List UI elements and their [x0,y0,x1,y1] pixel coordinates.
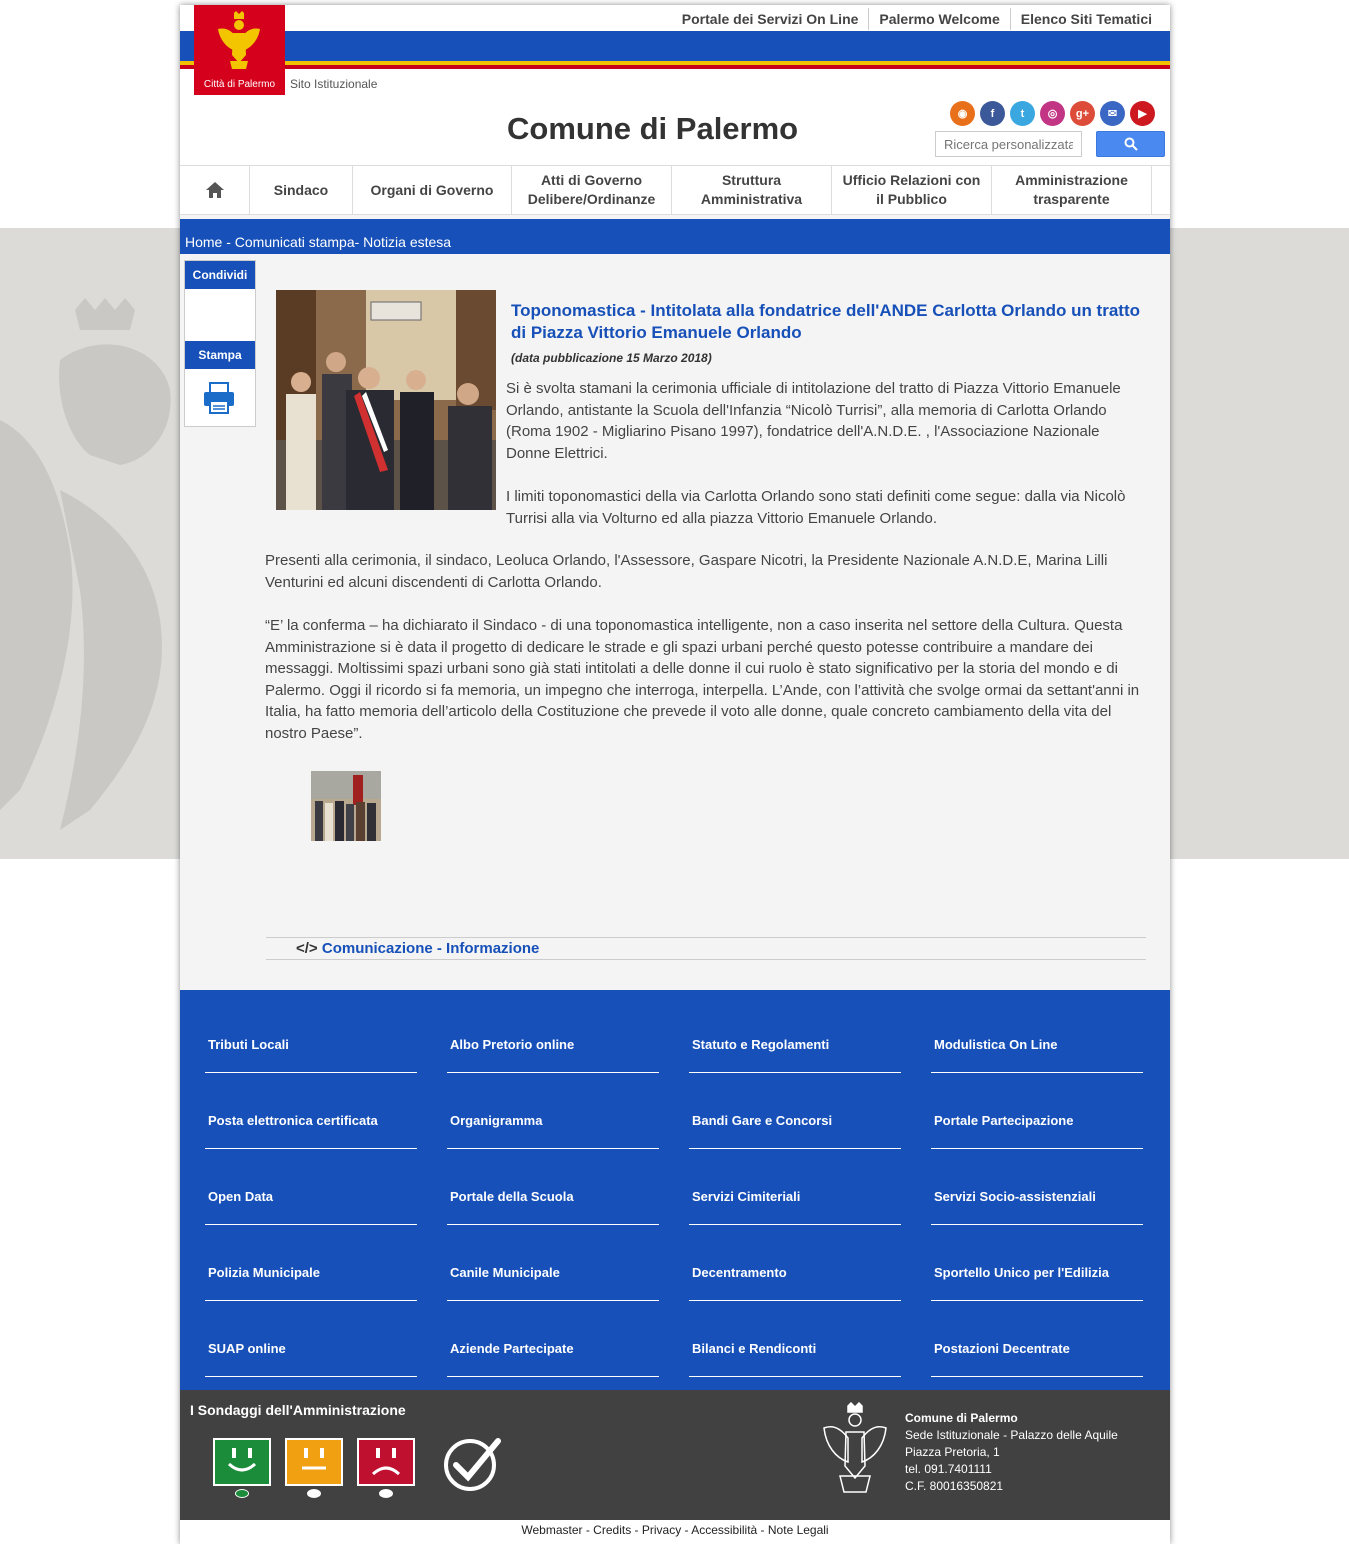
footer-link[interactable]: SUAP online [205,1337,417,1377]
footer-link[interactable]: Decentramento [689,1261,901,1301]
site-label: Sito Istituzionale [290,77,378,91]
footer-link[interactable]: Sportello Unico per l'Edilizia [931,1261,1143,1301]
sad-radio[interactable] [379,1489,393,1498]
contact-line: Sede Istituzionale - Palazzo delle Aquile [905,1428,1118,1442]
header [180,5,1170,165]
email-icon[interactable]: ✉ [1100,101,1125,126]
article-paragraph-4: “E’ la conferma – ha dichiarato il Sindaco - di una toponomastica intelligente, non a caso inserita nel settore della Cultura. Questa Amministrazione si è data il progetto di dedicare le strade e gli spazi urbani perché questo potesse contribuire a mandare dei messaggi. Moltissimi spazi urbani sono già stati intitolati a delle donne il cui ruolo è stato significativo per la storia del mondo e di Palermo. Oggi il ricordo si fa memoria, un impegno che interroga, interpella. L’Ande, con l’attività che svolge ormai da settant'anni in Italia, ha fatto memoria dell’articolo della Costituzione che prevede il voto alle donne, quale concreto cambiamento della vita del nostro Paese”. [265,617,1140,742]
footer-links [180,990,1170,1390]
footer-link[interactable]: Postazioni Decentrate [931,1337,1143,1377]
footer-link[interactable]: Canile Municipale [447,1261,659,1301]
nav-atti-governo[interactable]: Atti di Governo Delibere/Ordinanze [512,166,672,214]
contact-line: C.F. 80016350821 [905,1479,1004,1493]
share-label[interactable]: Condividi [185,261,255,289]
neutral-face-icon[interactable] [285,1438,343,1486]
footer-link[interactable]: Polizia Municipale [205,1261,417,1301]
contact-name: Comune di Palermo [905,1411,1018,1425]
legal-links[interactable]: Webmaster - Credits - Privacy - Accessibilità - Note Legali [180,1520,1170,1544]
nav-sindaco[interactable]: Sindaco [250,166,353,214]
contact-info [905,1410,1118,1495]
bottom-footer [180,1390,1170,1520]
page-container [180,5,1170,1544]
article-title: Toponomastica - Intitolata alla fondatrice dell'ANDE Carlotta Orlando un tratto di Piazza Vittorio Emanuele Orlando [511,301,1140,342]
youtube-icon[interactable]: ▶ [1130,101,1155,126]
footer-link[interactable]: Organigramma [447,1109,659,1149]
happy-face-icon[interactable] [213,1438,271,1486]
search-button[interactable] [1096,131,1165,157]
article-paragraph-3: Presenti alla cerimonia, il sindaco, Leoluca Orlando, l'Assessore, Gaspare Nicotri, la Presidente Nazionale A.N.D.E, Marina Lilli Venturini ed alcuni discendenti di Carlotta Orlando. [265,552,1108,591]
footer-link[interactable]: Tributi Locali [205,1033,417,1073]
neutral-radio[interactable] [307,1489,321,1498]
print-label[interactable]: Stampa [185,341,255,369]
site-title: Comune di Palermo [507,111,799,146]
footer-link[interactable]: Bandi Gare e Concorsi [689,1109,901,1149]
survey-title: I Sondaggi dell'Amministrazione [190,1402,406,1418]
nav-struttura-amministrativa[interactable]: Struttura Amministrativa [672,166,832,214]
share-sidebar [184,260,256,427]
happy-radio[interactable] [235,1489,249,1498]
footer-link[interactable]: Albo Pretorio online [447,1033,659,1073]
footer-link[interactable]: Portale della Scuola [447,1185,659,1225]
category-link[interactable]: Comunicazione - Informazione [321,940,540,957]
top-link-servizi[interactable]: Portale dei Servizi On Line [681,11,859,27]
twitter-icon[interactable]: t [1010,101,1035,126]
printer-icon [202,381,236,415]
search-input[interactable] [935,131,1082,157]
contact-line: Piazza Pretoria, 1 [905,1445,1000,1459]
contact-line: tel. 091.7401111 [905,1462,992,1476]
nav-urp[interactable]: Ufficio Relazioni con il Pubblico [832,166,992,214]
top-link-siti-tematici[interactable]: Elenco Siti Tematici [1010,8,1162,30]
main-nav [180,165,1170,215]
eagle-crest-icon [216,11,262,71]
search-icon [1124,137,1138,151]
footer-link[interactable]: Open Data [205,1185,417,1225]
footer-link[interactable]: Servizi Cimiteriali [689,1185,901,1225]
footer-link[interactable]: Aziende Partecipate [447,1337,659,1377]
footer-link[interactable]: Statuto e Regolamenti [689,1033,901,1073]
footer-link[interactable]: Portale Partecipazione [931,1109,1143,1149]
share-buttons-area [185,289,255,341]
nav-organi-governo[interactable]: Organi di Governo [353,166,512,214]
facebook-icon[interactable]: f [980,101,1005,126]
logo-text: Città di Palermo [203,79,276,90]
sad-face-icon[interactable] [357,1438,415,1486]
nav-home[interactable] [180,166,250,214]
top-link-welcome[interactable]: Palermo Welcome [868,8,1009,30]
header-red-stripe [180,65,1170,69]
nav-amministrazione-trasparente[interactable]: Amministrazione trasparente [992,166,1152,214]
footer-link[interactable]: Servizi Socio-assistenziali [931,1185,1143,1225]
googleplus-icon[interactable]: g+ [1070,101,1095,126]
vote-check-icon[interactable] [440,1435,504,1491]
footer-link[interactable]: Posta elettronica certificata [205,1109,417,1149]
gallery-thumbnail[interactable] [311,771,381,841]
footer-link[interactable]: Bilanci e Rendiconti [689,1337,901,1377]
social-icons [950,101,1155,126]
eagle-emblem-icon [820,1402,890,1498]
header-blue-band [180,31,1170,61]
city-logo[interactable] [194,5,285,95]
article-paragraph-2: I limiti toponomastici della via Carlotta Orlando sono stati definiti come segue: dalla via Nicolò Turrisi alla via Volturno ed alla piazza Vittorio Emanuele Orlando. [506,488,1126,527]
article-paragraph-1: Si è svolta stamani la cerimonia ufficiale di intitolazione del tratto di Piazza Vittorio Emanuele Orlando, antistante la Scuola dell'Infanzia “Nicolò Turrisi”, alla memoria di Carlotta Orlando (Roma 1902 - Migliarino Pisano 1997), fondatrice dell'A.N.D.E. , l'Associazione Nazionale Donne Elettrici. [506,380,1121,462]
code-icon: </> [296,940,318,957]
article-photo[interactable] [276,290,496,510]
article-category [266,937,1146,960]
background-eagle-watermark [0,290,185,850]
top-links [672,8,1162,30]
instagram-icon[interactable]: ◎ [1040,101,1065,126]
article-date: (data pubblicazione 15 Marzo 2018) [511,351,712,365]
breadcrumb[interactable]: Home - Comunicati stampa- Notizia estesa [180,219,1170,254]
home-icon [205,181,225,199]
footer-link[interactable]: Modulistica On Line [931,1033,1143,1073]
rss-icon[interactable]: ◉ [950,101,975,126]
print-button[interactable] [185,369,255,420]
